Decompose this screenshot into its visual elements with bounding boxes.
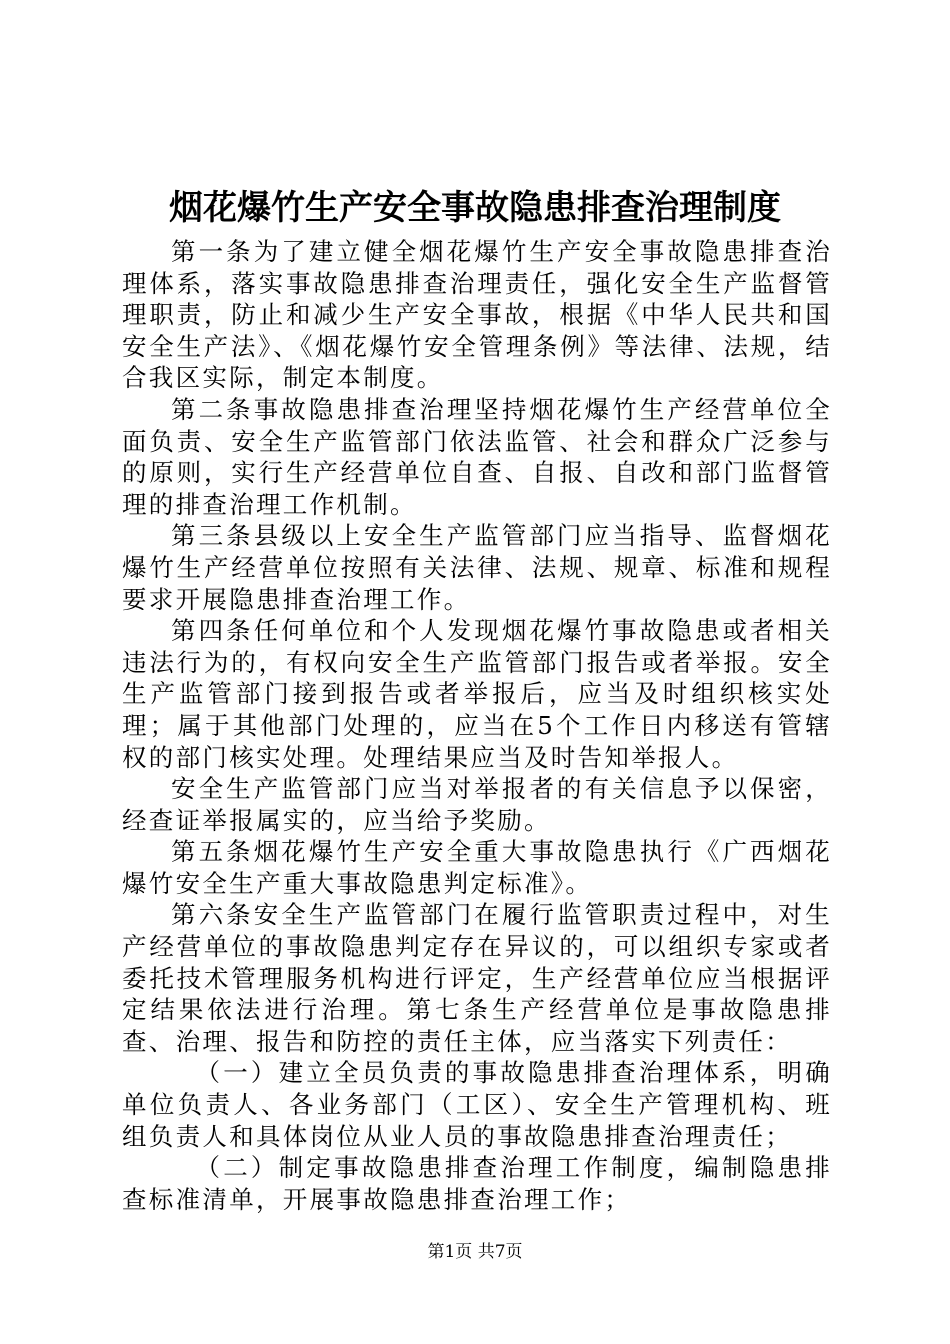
paragraph-article-5: 第五条烟花爆竹生产安全重大事故隐患执行《广西烟花爆竹安全生产重大事故隐患判定标准》。 bbox=[122, 837, 832, 898]
paragraph-confidentiality: 安全生产监管部门应当对举报者的有关信息予以保密，经查证举报属实的，应当给予奖励。 bbox=[122, 774, 832, 835]
paragraph-article-1: 第一条为了建立健全烟花爆竹生产安全事故隐患排查治理体系，落实事故隐患排查治理责任，强化安全生产监督管理职责，防止和减少生产安全事故，根据《中华人民共和国安全生产法》、《烟花爆竹安全管理条例》等法律、法规，结合我区实际，制定本制度。 bbox=[122, 237, 832, 393]
paragraph-article-4: 第四条任何单位和个人发现烟花爆竹事故隐患或者相关违法行为的，有权向安全生产监管部门报告或者举报。安全生产监管部门接到报告或者举报后，应当及时组织核实处理；属于其他部门处理的，应当在5个工作日内移送有管辖权的部门核实处理。处理结果应当及时告知举报人。 bbox=[122, 616, 832, 772]
paragraph-article-3: 第三条县级以上安全生产监管部门应当指导、监督烟花爆竹生产经营单位按照有关法律、法规、规章、标准和规程要求开展隐患排查治理工作。 bbox=[122, 521, 832, 614]
paragraph-item-2: （二）制定事故隐患排查治理工作制度，编制隐患排查标准清单，开展事故隐患排查治理工作； bbox=[122, 1153, 832, 1214]
document-title: 烟花爆竹生产安全事故隐患排查治理制度 bbox=[169, 188, 781, 228]
page-footer: 第1页 共7页 bbox=[427, 1242, 523, 1262]
document-body bbox=[122, 236, 832, 1215]
paragraph-item-1: （一）建立全员负责的事故隐患排查治理体系，明确单位负责人、各业务部门（工区）、安全生产管理机构、班组负责人和具体岗位从业人员的事故隐患排查治理责任； bbox=[122, 1058, 832, 1151]
paragraph-article-2: 第二条事故隐患排查治理坚持烟花爆竹生产经营单位全面负责、安全生产监管部门依法监管、社会和群众广泛参与的原则，实行生产经营单位自查、自报、自改和部门监督管理的排查治理工作机制。 bbox=[122, 394, 832, 519]
paragraph-article-6-7: 第六条安全生产监管部门在履行监管职责过程中，对生产经营单位的事故隐患判定存在异议的，可以组织专家或者委托技术管理服务机构进行评定，生产经营单位应当根据评定结果依法进行治理。第七条生产经营单位是事故隐患排查、治理、报告和防控的责任主体，应当落实下列责任： bbox=[122, 900, 832, 1056]
